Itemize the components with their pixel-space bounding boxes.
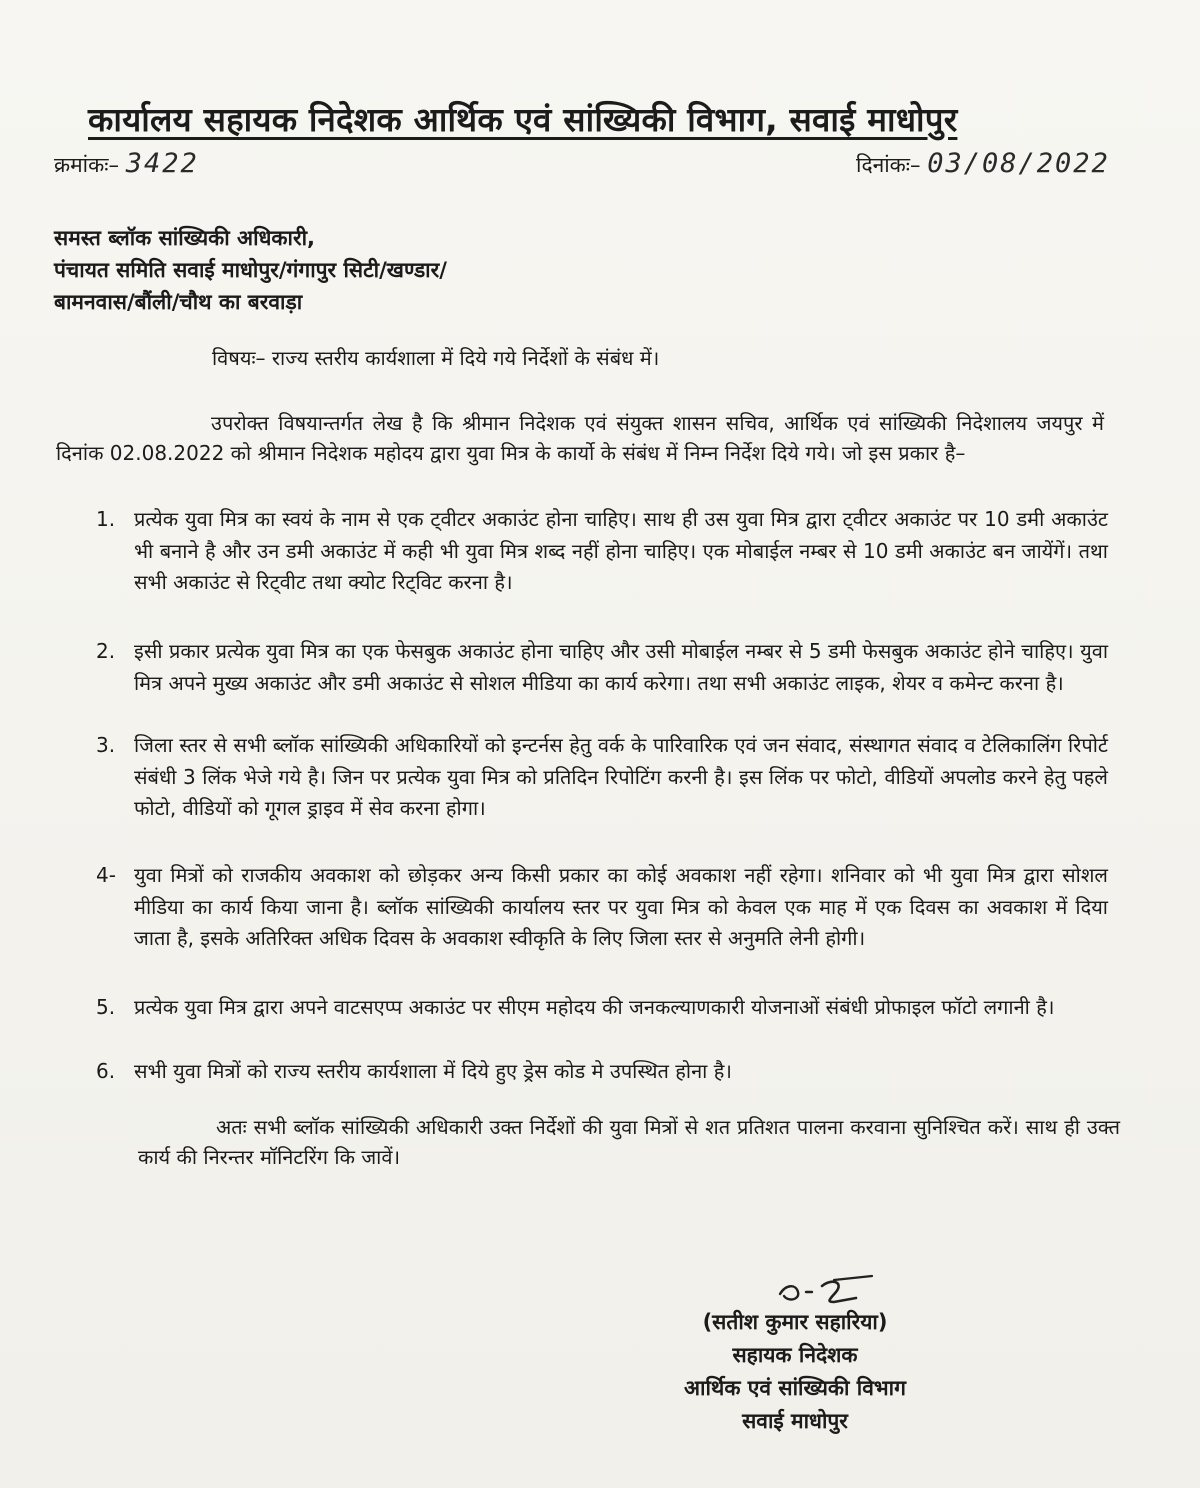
item-text: इसी प्रकार प्रत्येक युवा मित्र का एक फेसबुक अकाउंट होना चाहिए और उसी मोबाईल नम्बर से 5 डमी फेसबुक अकाउंट होने चाहिए। युवा मित्र अपने मुख्य अकाउंट और डमी अकाउंट से सोशल मीडिया का कार्य करेगा। तथा सभी अकाउंट लाइक, शेयर व कमेन्ट करना है। [134, 639, 1108, 695]
item-text: प्रत्येक युवा मित्र का स्वयं के नाम से एक ट्वीटर अकाउंट होना चाहिए। साथ ही उस युवा मित्र द्वारा ट्वीटर अकाउंट पर 10 डमी अकाउंट भी बनाने है और उन डमी अकाउंट में कही भी युवा मित्र शब्द नहीं होना चाहिए। एक मोबाईल नम्बर से 10 डमी अकाउंट बन जायेंगें। तथा सभी अकाउंट से रिट्वीट तथा क्योट रिट्विट करना है। [134, 507, 1108, 594]
closing-paragraph: अतः सभी ब्लॉक सांख्यिकी अधिकारी उक्त निर्देशों की युवा मित्रों से शत प्रतिशत पालना करवाना सुनिश्चित करें। साथ ही उक्त कार्य की निरन्तर मॉनिटरिंग कि जावें। [138, 1115, 1120, 1169]
signatory-department: आर्थिक एवं सांख्यिकी विभाग [684, 1376, 906, 1400]
letter-date [856, 148, 1110, 179]
item-text: प्रत्येक युवा मित्र द्वारा अपने वाटसएप्प अकाउंट पर सीएम महोदय की जनकल्याणकारी योजनाओं संबंधी प्रोफाइल फॉटो लगानी है। [134, 995, 1055, 1019]
intro-paragraph: उपरोक्त विषयान्तर्गत लेख है कि श्रीमान निदेशक एवं संयुक्त शासन सचिव, आर्थिक एवं सांख्यिकी निदेशालय जयपुर में दिनांक 02.08.2022 को श्रीमान निदेशक महोदय द्वारा युवा मित्र के कार्यो के संबंध में निम्न निर्देश दिये गये। जो इस प्रकार है– [56, 411, 1104, 465]
item-text: युवा मित्रों को राजकीय अवकाश को छोड़कर अन्य किसी प्रकार का कोई अवकाश नहीं रहेगा। शनिवार को भी युवा मित्र द्वारा सोशल मीडिया का कार्य किया जाना है। ब्लॉक सांख्यिकी कार्यालय स्तर पर युवा मित्र को केवल एक माह में एक दिवस का अवकाश में दिया जाता है, इसके अतिरिक्त अधिक दिवस के अवकाश स्वीकृति के लिए जिला स्तर से अनुमति लेनी होगी। [134, 863, 1108, 950]
instruction-item [96, 636, 1108, 699]
reference-number [54, 148, 199, 179]
instruction-item [96, 730, 1108, 825]
item-number: 2. [96, 639, 116, 663]
item-number: 5. [96, 995, 116, 1019]
reference-value: 3422 [125, 148, 199, 179]
signatory-name: (सतीश कुमार सहारिया) [702, 1310, 888, 1334]
instruction-item [96, 1056, 1108, 1088]
recipient-line-3: बामनवास/बौंली/चौथ का बरवाड़ा [54, 290, 303, 314]
instruction-item [96, 504, 1108, 599]
recipient-line-1: समस्त ब्लॉक सांख्यिकी अधिकारी, [54, 226, 315, 250]
recipient-line-2: पंचायत समिति सवाई माधोपुर/गंगापुर सिटी/खण्डार/ [54, 258, 447, 282]
item-text: सभी युवा मित्रों को राज्य स्तरीय कार्यशाला में दिये हुए ड्रेस कोड मे उपस्थित होना है। [134, 1059, 732, 1083]
item-number: 4- [96, 863, 116, 887]
instruction-item [96, 860, 1108, 955]
item-number: 1. [96, 507, 116, 531]
item-number: 3. [96, 733, 116, 757]
signature-block [640, 1306, 950, 1438]
item-text: जिला स्तर से सभी ब्लॉक सांख्यिकी अधिकारियों को इन्टर्नस हेतु वर्क के पारिवारिक एवं जन संवाद, संस्थागत संवाद व टेलिकालिंग रिपोर्ट संबंधी 3 लिंक भेजे गये है। जिन पर प्रत्येक युवा मित्र को प्रतिदिन रिपोटिंग करनी है। इस लिंक पर फोटो, वीडियों अपलोड करने हेतु पहले फोटो, वीडियों को गूगल ड्राइव में सेव करना होगा। [134, 733, 1108, 820]
instruction-item [96, 992, 1108, 1024]
signatory-location: सवाई माधोपुर [742, 1409, 848, 1433]
date-value: 03/08/2022 [927, 148, 1110, 179]
date-label: दिनांकः– [856, 153, 921, 177]
office-title: कार्यालय सहायक निदेशक आर्थिक एवं सांख्यिकी विभाग, सवाई माधोपुर [88, 100, 958, 139]
signatory-designation: सहायक निदेशक [732, 1343, 858, 1367]
item-number: 6. [96, 1059, 116, 1083]
reference-label: क्रमांकः– [54, 153, 119, 177]
subject-line: विषयः– राज्य स्तरीय कार्यशाला में दिये गये निर्देशों के संबंध में। [212, 346, 660, 370]
